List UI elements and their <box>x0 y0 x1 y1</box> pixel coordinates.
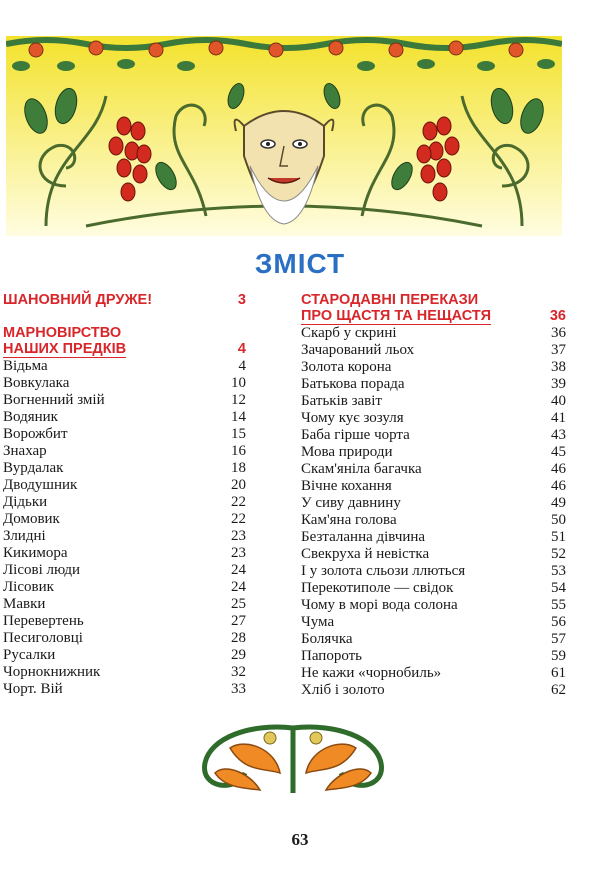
toc-entry[interactable] <box>3 375 246 392</box>
entry-title: Свекруха й невістка <box>301 546 430 562</box>
toc-entry[interactable] <box>3 409 246 426</box>
entry-page: 22 <box>231 511 246 527</box>
toc-entry[interactable] <box>301 631 566 648</box>
toc-entry[interactable] <box>301 563 566 580</box>
entry-title: Мова природи <box>301 444 393 460</box>
entry-title: Кикимора <box>3 545 68 561</box>
entry-title: Песиголовці <box>3 630 83 646</box>
toc-entry[interactable] <box>3 545 246 562</box>
entry-page: 36 <box>551 325 566 341</box>
section-page: 36 <box>549 308 566 324</box>
entry-page: 29 <box>231 647 246 663</box>
toc-entry[interactable] <box>301 376 566 393</box>
entry-page: 22 <box>231 494 246 510</box>
entry-title: Водяник <box>3 409 58 425</box>
entry-page: 27 <box>231 613 246 629</box>
entry-page: 59 <box>551 648 566 664</box>
entry-title: Чума <box>301 614 335 630</box>
section-title-line1: СТАРОДАВНІ ПЕРЕКАЗИ <box>301 292 479 308</box>
toc-entry[interactable] <box>301 495 566 512</box>
entry-page: 14 <box>231 409 246 425</box>
entry-page: 43 <box>551 427 566 443</box>
toc-entry[interactable] <box>301 597 566 614</box>
entry-title: Безталанна дівчина <box>301 529 426 545</box>
entry-page: 45 <box>551 444 566 460</box>
section-title: ШАНОВНИЙ ДРУЖЕ! <box>3 292 153 308</box>
toc-entry[interactable] <box>301 342 566 359</box>
entry-page: 25 <box>231 596 246 612</box>
toc-entry[interactable] <box>3 630 246 647</box>
entry-title: Русалки <box>3 647 56 663</box>
entry-title: Батьків завіт <box>301 393 382 409</box>
section-page: 3 <box>237 292 246 308</box>
section-page: 4 <box>237 341 246 357</box>
entry-page: 20 <box>231 477 246 493</box>
toc-entry[interactable] <box>301 614 566 631</box>
entry-page: 28 <box>231 630 246 646</box>
entry-title: Вогненний змій <box>3 392 105 408</box>
toc-entry[interactable] <box>301 512 566 529</box>
toc-entry[interactable] <box>301 410 566 427</box>
entry-title: Перевертень <box>3 613 84 629</box>
toc-entry[interactable] <box>3 681 246 698</box>
toc-entry[interactable] <box>301 393 566 410</box>
entry-page: 4 <box>238 358 246 374</box>
entry-page: 62 <box>551 682 566 698</box>
entry-title: Мавки <box>3 596 46 612</box>
toc-entry[interactable] <box>3 426 246 443</box>
toc-entry[interactable] <box>301 427 566 444</box>
toc-entry[interactable] <box>301 682 566 699</box>
entry-title: Кам'яна голова <box>301 512 397 528</box>
toc-entry[interactable] <box>3 664 246 681</box>
toc-section-heading[interactable] <box>301 292 566 325</box>
toc-entry[interactable] <box>301 461 566 478</box>
toc-entry[interactable] <box>3 477 246 494</box>
entry-title: Дідьки <box>3 494 48 510</box>
entry-page: 33 <box>231 681 246 697</box>
toc-entry[interactable] <box>301 648 566 665</box>
entry-page: 23 <box>231 545 246 561</box>
entry-title: Зачарований льох <box>301 342 415 358</box>
entry-page: 49 <box>551 495 566 511</box>
toc-entry[interactable] <box>3 528 246 545</box>
toc-entry[interactable] <box>301 580 566 597</box>
toc-entry[interactable] <box>3 596 246 613</box>
entry-page: 41 <box>551 410 566 426</box>
toc-section-heading[interactable] <box>3 325 246 358</box>
entry-title: Знахар <box>3 443 47 459</box>
page-number: 63 <box>291 830 309 849</box>
entry-page: 50 <box>551 512 566 528</box>
entry-title: Чорт. Вій <box>3 681 63 697</box>
toc-entry[interactable] <box>3 647 246 664</box>
entry-page: 56 <box>551 614 566 630</box>
entry-title: Папороть <box>301 648 363 664</box>
section-title-line1: МАРНОВІРСТВО <box>3 325 122 341</box>
entry-title: Не кажи «чорнобиль» <box>301 665 442 681</box>
section-title-line2: ПРО ЩАСТЯ ТА НЕЩАСТЯ <box>301 308 491 324</box>
entry-page: 10 <box>231 375 246 391</box>
toc-entry[interactable] <box>301 444 566 461</box>
entry-title: І у золота сльози ллються <box>301 563 466 579</box>
entry-page: 18 <box>231 460 246 476</box>
entry-title: Болячка <box>301 631 353 647</box>
entry-title: Злидні <box>3 528 46 544</box>
entry-page: 52 <box>551 546 566 562</box>
entry-title: Чому в морі вода солона <box>301 597 458 613</box>
toc-entry[interactable] <box>301 325 566 342</box>
entry-page: 61 <box>551 665 566 681</box>
entry-page: 51 <box>551 529 566 545</box>
toc-entry[interactable] <box>3 511 246 528</box>
toc-entry[interactable] <box>301 665 566 682</box>
toc-entry[interactable] <box>3 443 246 460</box>
toc-entry[interactable] <box>3 392 246 409</box>
entry-page: 55 <box>551 597 566 613</box>
entry-page: 57 <box>551 631 566 647</box>
entry-title: Хліб і золото <box>301 682 385 698</box>
toc-entry[interactable] <box>3 613 246 630</box>
toc-left-column <box>3 292 246 698</box>
entry-page: 46 <box>551 461 566 477</box>
entry-title: Ворожбит <box>3 426 68 442</box>
entry-page: 23 <box>231 528 246 544</box>
toc-entry[interactable] <box>301 478 566 495</box>
entry-page: 39 <box>551 376 566 392</box>
entry-page: 54 <box>551 580 566 596</box>
entry-title: Відьма <box>3 358 48 374</box>
entry-page: 38 <box>551 359 566 375</box>
bottom-ornament <box>190 718 396 796</box>
entry-page: 32 <box>231 664 246 680</box>
toc-entry[interactable] <box>3 579 246 596</box>
entry-title: Чорнокнижник <box>3 664 101 680</box>
entry-title: Чому кує зозуля <box>301 410 404 426</box>
entry-title: Вовкулака <box>3 375 70 391</box>
entry-title: Вічне кохання <box>301 478 392 494</box>
entry-title: Лісовик <box>3 579 54 595</box>
toc-entry[interactable] <box>301 359 566 376</box>
page-title: ЗМІСТ <box>254 248 346 279</box>
entry-page: 53 <box>551 563 566 579</box>
entry-title: У сиву давнину <box>301 495 401 511</box>
entry-title: Скам'яніла багачка <box>301 461 422 477</box>
toc-section-heading[interactable] <box>3 292 246 309</box>
entry-page: 12 <box>231 392 246 408</box>
entry-title: Перекотиполе — свідок <box>301 580 454 596</box>
entry-title: Вурдалак <box>3 460 64 476</box>
entry-page: 15 <box>231 426 246 442</box>
entry-title: Лісові люди <box>3 562 81 578</box>
decorative-banner <box>6 36 562 236</box>
toc-entry[interactable] <box>301 529 566 546</box>
entry-page: 40 <box>551 393 566 409</box>
toc-entry[interactable] <box>3 460 246 477</box>
toc-right-column <box>301 292 566 699</box>
toc-entry[interactable] <box>301 546 566 563</box>
section-title-line2: НАШИХ ПРЕДКІВ <box>3 341 127 357</box>
entry-page: 37 <box>551 342 566 358</box>
entry-title: Скарб у скрині <box>301 325 397 341</box>
entry-title: Баба гірше чорта <box>301 427 410 443</box>
entry-title: Дводушник <box>3 477 78 493</box>
entry-page: 46 <box>551 478 566 494</box>
entry-title: Домовик <box>3 511 60 527</box>
toc-entry[interactable] <box>3 494 246 511</box>
entry-title: Золота корона <box>301 359 392 375</box>
toc-entry[interactable] <box>3 562 246 579</box>
toc-entry[interactable] <box>3 358 246 375</box>
entry-page: 24 <box>231 579 246 595</box>
entry-page: 16 <box>231 443 246 459</box>
entry-title: Батькова порада <box>301 376 405 392</box>
entry-page: 24 <box>231 562 246 578</box>
